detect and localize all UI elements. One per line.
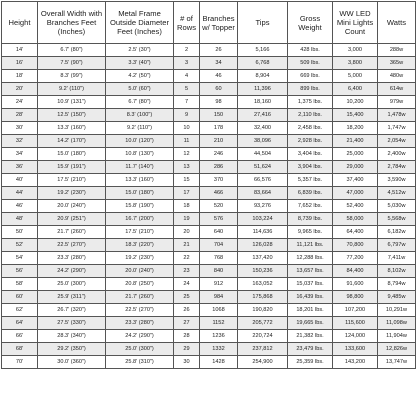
overall-width-cell: 8.3' (99") <box>38 70 106 83</box>
rows-cell: 29 <box>174 343 200 356</box>
tips-cell: 137,420 <box>238 252 288 265</box>
table-row <box>2 291 416 304</box>
branches-cell: 210 <box>200 135 238 148</box>
gross-weight-cell: 1,375 lbs. <box>288 96 333 109</box>
watts-cell: 5,568w <box>378 213 416 226</box>
table-row <box>2 96 416 109</box>
header-branches: Branches w/ Topper <box>200 2 238 44</box>
height-cell: 14' <box>2 44 38 57</box>
overall-width-cell: 29.2' (350") <box>38 343 106 356</box>
tips-cell: 27,416 <box>238 109 288 122</box>
led-count-cell: 70,800 <box>333 239 378 252</box>
watts-cell: 480w <box>378 70 416 83</box>
rows-cell: 17 <box>174 187 200 200</box>
gross-weight-cell: 8,739 lbs. <box>288 213 333 226</box>
tips-cell: 93,276 <box>238 200 288 213</box>
branches-cell: 246 <box>200 148 238 161</box>
table-row <box>2 135 416 148</box>
tips-cell: 18,160 <box>238 96 288 109</box>
watts-cell: 2,400w <box>378 148 416 161</box>
height-cell: 18' <box>2 70 38 83</box>
overall-width-cell: 12.5' (150") <box>38 109 106 122</box>
gross-weight-cell: 11,121 lbs. <box>288 239 333 252</box>
height-cell: 28' <box>2 109 38 122</box>
led-count-cell: 58,000 <box>333 213 378 226</box>
tips-cell: 11,396 <box>238 83 288 96</box>
gross-weight-cell: 7,652 lbs. <box>288 200 333 213</box>
watts-cell: 8,794w <box>378 278 416 291</box>
height-cell: 46' <box>2 200 38 213</box>
gross-weight-cell: 25,359 lbs. <box>288 356 333 369</box>
watts-cell: 11,904w <box>378 330 416 343</box>
led-count-cell: 91,600 <box>333 278 378 291</box>
table-row <box>2 317 416 330</box>
frame-diameter-cell: 11.7' (140") <box>106 161 174 174</box>
led-count-cell: 5,000 <box>333 70 378 83</box>
led-count-cell: 84,400 <box>333 265 378 278</box>
gross-weight-cell: 5,357 lbs. <box>288 174 333 187</box>
branches-cell: 1068 <box>200 304 238 317</box>
tips-cell: 51,624 <box>238 161 288 174</box>
gross-weight-cell: 899 lbs. <box>288 83 333 96</box>
gross-weight-cell: 2,110 lbs. <box>288 109 333 122</box>
rows-cell: 21 <box>174 239 200 252</box>
branches-cell: 46 <box>200 70 238 83</box>
tips-cell: 126,028 <box>238 239 288 252</box>
branches-cell: 768 <box>200 252 238 265</box>
rows-cell: 27 <box>174 317 200 330</box>
led-count-cell: 52,400 <box>333 200 378 213</box>
gross-weight-cell: 669 lbs. <box>288 70 333 83</box>
tips-cell: 66,576 <box>238 174 288 187</box>
rows-cell: 12 <box>174 148 200 161</box>
height-cell: 52' <box>2 239 38 252</box>
height-cell: 50' <box>2 226 38 239</box>
branches-cell: 576 <box>200 213 238 226</box>
watts-cell: 6,182w <box>378 226 416 239</box>
rows-cell: 24 <box>174 278 200 291</box>
led-count-cell: 98,800 <box>333 291 378 304</box>
watts-cell: 8,102w <box>378 265 416 278</box>
rows-cell: 18 <box>174 200 200 213</box>
height-cell: 24' <box>2 96 38 109</box>
table-row <box>2 148 416 161</box>
branches-cell: 178 <box>200 122 238 135</box>
height-cell: 64' <box>2 317 38 330</box>
frame-diameter-cell: 25.8' (310") <box>106 356 174 369</box>
overall-width-cell: 26.7' (320") <box>38 304 106 317</box>
rows-cell: 30 <box>174 356 200 369</box>
height-cell: 20' <box>2 83 38 96</box>
led-count-cell: 133,600 <box>333 343 378 356</box>
table-row <box>2 252 416 265</box>
branches-cell: 98 <box>200 96 238 109</box>
gross-weight-cell: 12,288 lbs. <box>288 252 333 265</box>
led-count-cell: 37,400 <box>333 174 378 187</box>
header-led-count: WW LED Mini Lights Count <box>333 2 378 44</box>
watts-cell: 11,098w <box>378 317 416 330</box>
height-cell: 36' <box>2 161 38 174</box>
rows-cell: 3 <box>174 57 200 70</box>
table-row <box>2 161 416 174</box>
table-row <box>2 226 416 239</box>
table-row <box>2 356 416 369</box>
frame-diameter-cell: 23.3' (280") <box>106 317 174 330</box>
led-count-cell: 15,400 <box>333 109 378 122</box>
led-count-cell: 77,200 <box>333 252 378 265</box>
watts-cell: 365w <box>378 57 416 70</box>
led-count-cell: 47,000 <box>333 187 378 200</box>
gross-weight-cell: 3,404 lbs. <box>288 148 333 161</box>
header-gross-weight: Gross Weight <box>288 2 333 44</box>
frame-diameter-cell: 16.7' (200") <box>106 213 174 226</box>
watts-cell: 2,054w <box>378 135 416 148</box>
branches-cell: 1332 <box>200 343 238 356</box>
tips-cell: 163,052 <box>238 278 288 291</box>
header-overall-width: Overall Width with Branches Feet (Inches) <box>38 2 106 44</box>
frame-diameter-cell: 8.3' (100") <box>106 109 174 122</box>
branches-cell: 26 <box>200 44 238 57</box>
height-cell: 40' <box>2 174 38 187</box>
branches-cell: 520 <box>200 200 238 213</box>
table-row <box>2 200 416 213</box>
gross-weight-cell: 23,479 lbs. <box>288 343 333 356</box>
tips-cell: 175,868 <box>238 291 288 304</box>
tips-cell: 8,904 <box>238 70 288 83</box>
branches-cell: 984 <box>200 291 238 304</box>
frame-diameter-cell: 13.3' (160") <box>106 174 174 187</box>
branches-cell: 1428 <box>200 356 238 369</box>
rows-cell: 11 <box>174 135 200 148</box>
table-row <box>2 187 416 200</box>
height-cell: 58' <box>2 278 38 291</box>
tips-cell: 254,900 <box>238 356 288 369</box>
led-count-cell: 3,800 <box>333 57 378 70</box>
overall-width-cell: 23.3' (280") <box>38 252 106 265</box>
gross-weight-cell: 19,665 lbs. <box>288 317 333 330</box>
frame-diameter-cell: 9.2' (110") <box>106 122 174 135</box>
tips-cell: 5,166 <box>238 44 288 57</box>
frame-diameter-cell: 10.0' (120") <box>106 135 174 148</box>
watts-cell: 5,030w <box>378 200 416 213</box>
frame-diameter-cell: 10.8' (130") <box>106 148 174 161</box>
tips-cell: 150,236 <box>238 265 288 278</box>
led-count-cell: 29,000 <box>333 161 378 174</box>
overall-width-cell: 25.0' (300") <box>38 278 106 291</box>
led-count-cell: 107,200 <box>333 304 378 317</box>
table-row <box>2 57 416 70</box>
led-count-cell: 6,400 <box>333 83 378 96</box>
watts-cell: 979w <box>378 96 416 109</box>
frame-diameter-cell: 6.7' (80") <box>106 96 174 109</box>
gross-weight-cell: 6,839 lbs. <box>288 187 333 200</box>
rows-cell: 7 <box>174 96 200 109</box>
tips-cell: 83,664 <box>238 187 288 200</box>
overall-width-cell: 24.2' (290") <box>38 265 106 278</box>
rows-cell: 22 <box>174 252 200 265</box>
overall-width-cell: 22.5' (270") <box>38 239 106 252</box>
branches-cell: 1236 <box>200 330 238 343</box>
gross-weight-cell: 2,458 lbs. <box>288 122 333 135</box>
watts-cell: 3,590w <box>378 174 416 187</box>
overall-width-cell: 20.0' (240") <box>38 200 106 213</box>
rows-cell: 19 <box>174 213 200 226</box>
watts-cell: 12,826w <box>378 343 416 356</box>
frame-diameter-cell: 24.2' (290") <box>106 330 174 343</box>
frame-diameter-cell: 5.0' (60") <box>106 83 174 96</box>
tips-cell: 32,400 <box>238 122 288 135</box>
watts-cell: 1,478w <box>378 109 416 122</box>
height-cell: 54' <box>2 252 38 265</box>
overall-width-cell: 7.5' (90") <box>38 57 106 70</box>
tips-cell: 190,820 <box>238 304 288 317</box>
height-cell: 68' <box>2 343 38 356</box>
watts-cell: 10,291w <box>378 304 416 317</box>
led-count-cell: 18,200 <box>333 122 378 135</box>
tips-cell: 38,096 <box>238 135 288 148</box>
overall-width-cell: 27.5' (330") <box>38 317 106 330</box>
rows-cell: 23 <box>174 265 200 278</box>
height-cell: 16' <box>2 57 38 70</box>
rows-cell: 20 <box>174 226 200 239</box>
gross-weight-cell: 13,657 lbs. <box>288 265 333 278</box>
table-row <box>2 304 416 317</box>
table-row <box>2 213 416 226</box>
rows-cell: 26 <box>174 304 200 317</box>
table-row <box>2 343 416 356</box>
overall-width-cell: 19.2' (230") <box>38 187 106 200</box>
rows-cell: 13 <box>174 161 200 174</box>
frame-diameter-cell: 17.5' (210") <box>106 226 174 239</box>
watts-cell: 1,747w <box>378 122 416 135</box>
led-count-cell: 25,000 <box>333 148 378 161</box>
table-row <box>2 278 416 291</box>
frame-diameter-cell: 20.0' (240") <box>106 265 174 278</box>
overall-width-cell: 28.3' (340") <box>38 330 106 343</box>
frame-diameter-cell: 20.8' (250") <box>106 278 174 291</box>
table-row <box>2 239 416 252</box>
overall-width-cell: 20.9' (251") <box>38 213 106 226</box>
rows-cell: 9 <box>174 109 200 122</box>
height-cell: 30' <box>2 122 38 135</box>
tips-cell: 114,636 <box>238 226 288 239</box>
header-height: Height <box>2 2 38 44</box>
table-row <box>2 109 416 122</box>
rows-cell: 5 <box>174 83 200 96</box>
branches-cell: 286 <box>200 161 238 174</box>
tips-cell: 237,812 <box>238 343 288 356</box>
frame-diameter-cell: 4.2' (50") <box>106 70 174 83</box>
header-rows: # of Rows <box>174 2 200 44</box>
gross-weight-cell: 15,037 lbs. <box>288 278 333 291</box>
header-frame-diameter: Metal Frame Outside Diameter Feet (Inches) <box>106 2 174 44</box>
watts-cell: 288w <box>378 44 416 57</box>
branches-cell: 1152 <box>200 317 238 330</box>
height-cell: 62' <box>2 304 38 317</box>
tips-cell: 6,768 <box>238 57 288 70</box>
frame-diameter-cell: 25.0' (300") <box>106 343 174 356</box>
gross-weight-cell: 2,928 lbs. <box>288 135 333 148</box>
led-count-cell: 64,400 <box>333 226 378 239</box>
watts-cell: 2,784w <box>378 161 416 174</box>
led-count-cell: 10,200 <box>333 96 378 109</box>
branches-cell: 840 <box>200 265 238 278</box>
branches-cell: 370 <box>200 174 238 187</box>
height-cell: 44' <box>2 187 38 200</box>
tips-cell: 205,772 <box>238 317 288 330</box>
overall-width-cell: 30.0' (360") <box>38 356 106 369</box>
led-count-cell: 124,000 <box>333 330 378 343</box>
frame-diameter-cell: 22.5' (270") <box>106 304 174 317</box>
rows-cell: 25 <box>174 291 200 304</box>
branches-cell: 704 <box>200 239 238 252</box>
frame-diameter-cell: 21.7' (260") <box>106 291 174 304</box>
watts-cell: 4,512w <box>378 187 416 200</box>
rows-cell: 28 <box>174 330 200 343</box>
led-count-cell: 115,600 <box>333 317 378 330</box>
overall-width-cell: 17.5' (210") <box>38 174 106 187</box>
watts-cell: 13,747w <box>378 356 416 369</box>
branches-cell: 466 <box>200 187 238 200</box>
height-cell: 48' <box>2 213 38 226</box>
overall-width-cell: 10.9' (131") <box>38 96 106 109</box>
table-row <box>2 265 416 278</box>
watts-cell: 6,797w <box>378 239 416 252</box>
height-cell: 60' <box>2 291 38 304</box>
gross-weight-cell: 509 lbs. <box>288 57 333 70</box>
gross-weight-cell: 16,439 lbs. <box>288 291 333 304</box>
watts-cell: 7,411w <box>378 252 416 265</box>
branches-cell: 150 <box>200 109 238 122</box>
branches-cell: 34 <box>200 57 238 70</box>
gross-weight-cell: 21,382 lbs. <box>288 330 333 343</box>
branches-cell: 60 <box>200 83 238 96</box>
rows-cell: 15 <box>174 174 200 187</box>
header-watts: Watts <box>378 2 416 44</box>
tips-cell: 220,724 <box>238 330 288 343</box>
overall-width-cell: 14.2' (170") <box>38 135 106 148</box>
table-body <box>2 44 416 369</box>
rows-cell: 10 <box>174 122 200 135</box>
rows-cell: 2 <box>174 44 200 57</box>
overall-width-cell: 21.7' (260") <box>38 226 106 239</box>
led-count-cell: 3,000 <box>333 44 378 57</box>
overall-width-cell: 25.9' (311") <box>38 291 106 304</box>
led-count-cell: 143,200 <box>333 356 378 369</box>
watts-cell: 614w <box>378 83 416 96</box>
led-count-cell: 21,400 <box>333 135 378 148</box>
table-header-row <box>2 2 416 44</box>
height-cell: 66' <box>2 330 38 343</box>
table-row <box>2 44 416 57</box>
height-cell: 34' <box>2 148 38 161</box>
overall-width-cell: 13.3' (160") <box>38 122 106 135</box>
gross-weight-cell: 3,904 lbs. <box>288 161 333 174</box>
gross-weight-cell: 9,965 lbs. <box>288 226 333 239</box>
table-row <box>2 330 416 343</box>
frame-diameter-cell: 15.8' (190") <box>106 200 174 213</box>
frame-diameter-cell: 15.0' (180") <box>106 187 174 200</box>
gross-weight-cell: 428 lbs. <box>288 44 333 57</box>
gross-weight-cell: 18,201 lbs. <box>288 304 333 317</box>
branches-cell: 912 <box>200 278 238 291</box>
overall-width-cell: 9.2' (110") <box>38 83 106 96</box>
overall-width-cell: 15.0' (180") <box>38 148 106 161</box>
height-cell: 32' <box>2 135 38 148</box>
height-cell: 56' <box>2 265 38 278</box>
tree-spec-table <box>1 1 416 369</box>
header-tips: Tips <box>238 2 288 44</box>
tips-cell: 44,504 <box>238 148 288 161</box>
frame-diameter-cell: 19.2' (230") <box>106 252 174 265</box>
tips-cell: 103,224 <box>238 213 288 226</box>
watts-cell: 9,485w <box>378 291 416 304</box>
height-cell: 70' <box>2 356 38 369</box>
table-row <box>2 70 416 83</box>
branches-cell: 640 <box>200 226 238 239</box>
rows-cell: 4 <box>174 70 200 83</box>
frame-diameter-cell: 2.5' (30") <box>106 44 174 57</box>
table-row <box>2 83 416 96</box>
overall-width-cell: 6.7' (80") <box>38 44 106 57</box>
table-row <box>2 174 416 187</box>
table-row <box>2 122 416 135</box>
overall-width-cell: 15.9' (191") <box>38 161 106 174</box>
frame-diameter-cell: 3.3' (40") <box>106 57 174 70</box>
frame-diameter-cell: 18.3' (220") <box>106 239 174 252</box>
